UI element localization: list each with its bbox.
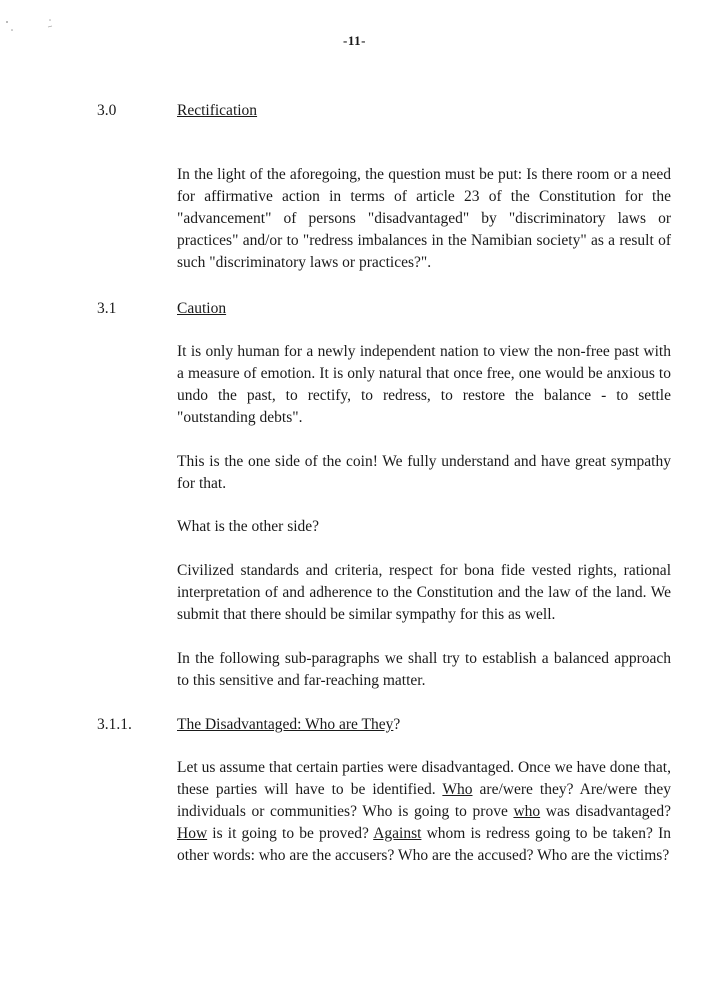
section-title-caution: Caution	[177, 300, 227, 317]
emphasis-against: Against	[373, 825, 422, 842]
emphasis-how: How	[177, 825, 208, 842]
para-text-part: was disadvantaged?	[540, 803, 671, 820]
section-title-disadvantaged-text: The Disadvantaged: Who are They	[177, 716, 394, 733]
paragraph-civilized-standards: Civilized standards and criteria, respect for bona fide vested rights, rational interpretation of and adherence to the Constitution and the law of the land. We submit that there should be similar sympathy for this as well.	[177, 562, 671, 623]
section-title-rectification: Rectification	[177, 102, 258, 119]
para-text-part: Let us assume that certain parties were disadvantaged. Once we have done that, these parties will have to be identified.	[177, 759, 671, 798]
para-text-part: whom is redress going to be taken? In other words: who are the accusers? Who are the accused? Who are the victims?	[177, 825, 671, 864]
paragraph-other-side-question: What is the other side?	[177, 518, 320, 535]
paragraph-who-are-disadvantaged	[177, 757, 671, 867]
section-title-question-mark: ?	[393, 716, 401, 733]
section-number-3-0: 3.0	[97, 102, 117, 119]
page-number: -11-	[343, 33, 366, 48]
paragraph-caution-emotion: It is only human for a newly independent nation to view the non-free past with a measure of emotion. It is only natural that once free, one would be anxious to undo the past, to rectify, to redress, to restore the balance - to settle "outstanding debts".	[177, 343, 671, 426]
emphasis-who: Who	[442, 781, 473, 798]
paragraph-rectification-question: In the light of the aforegoing, the question must be put: Is there room or a need for affirmative action in terms of article 23 of the Constitution for the "advancement" of persons "disadvantaged" by "discriminatory laws or practices" and/or to "redress imbalances in the Namibian society" as a result of such "discriminatory laws or practices?".	[177, 166, 671, 271]
section-number-3-1-1: 3.1.1.	[97, 716, 132, 733]
section-title-disadvantaged	[177, 714, 400, 736]
para-text-part: is it going to be proved?	[207, 825, 374, 842]
paragraph-one-side-of-coin: This is the one side of the coin! We fully understand and have great sympathy for that.	[177, 453, 671, 492]
para-text-part: are/were they? Are/were they individuals or communities? Who is going to prove	[177, 781, 671, 820]
emphasis-who: who	[513, 803, 541, 820]
section-number-3-1: 3.1	[97, 300, 117, 317]
paragraph-balanced-approach: In the following sub-paragraphs we shall try to establish a balanced approach to this sensitive and far-reaching matter.	[177, 650, 671, 689]
